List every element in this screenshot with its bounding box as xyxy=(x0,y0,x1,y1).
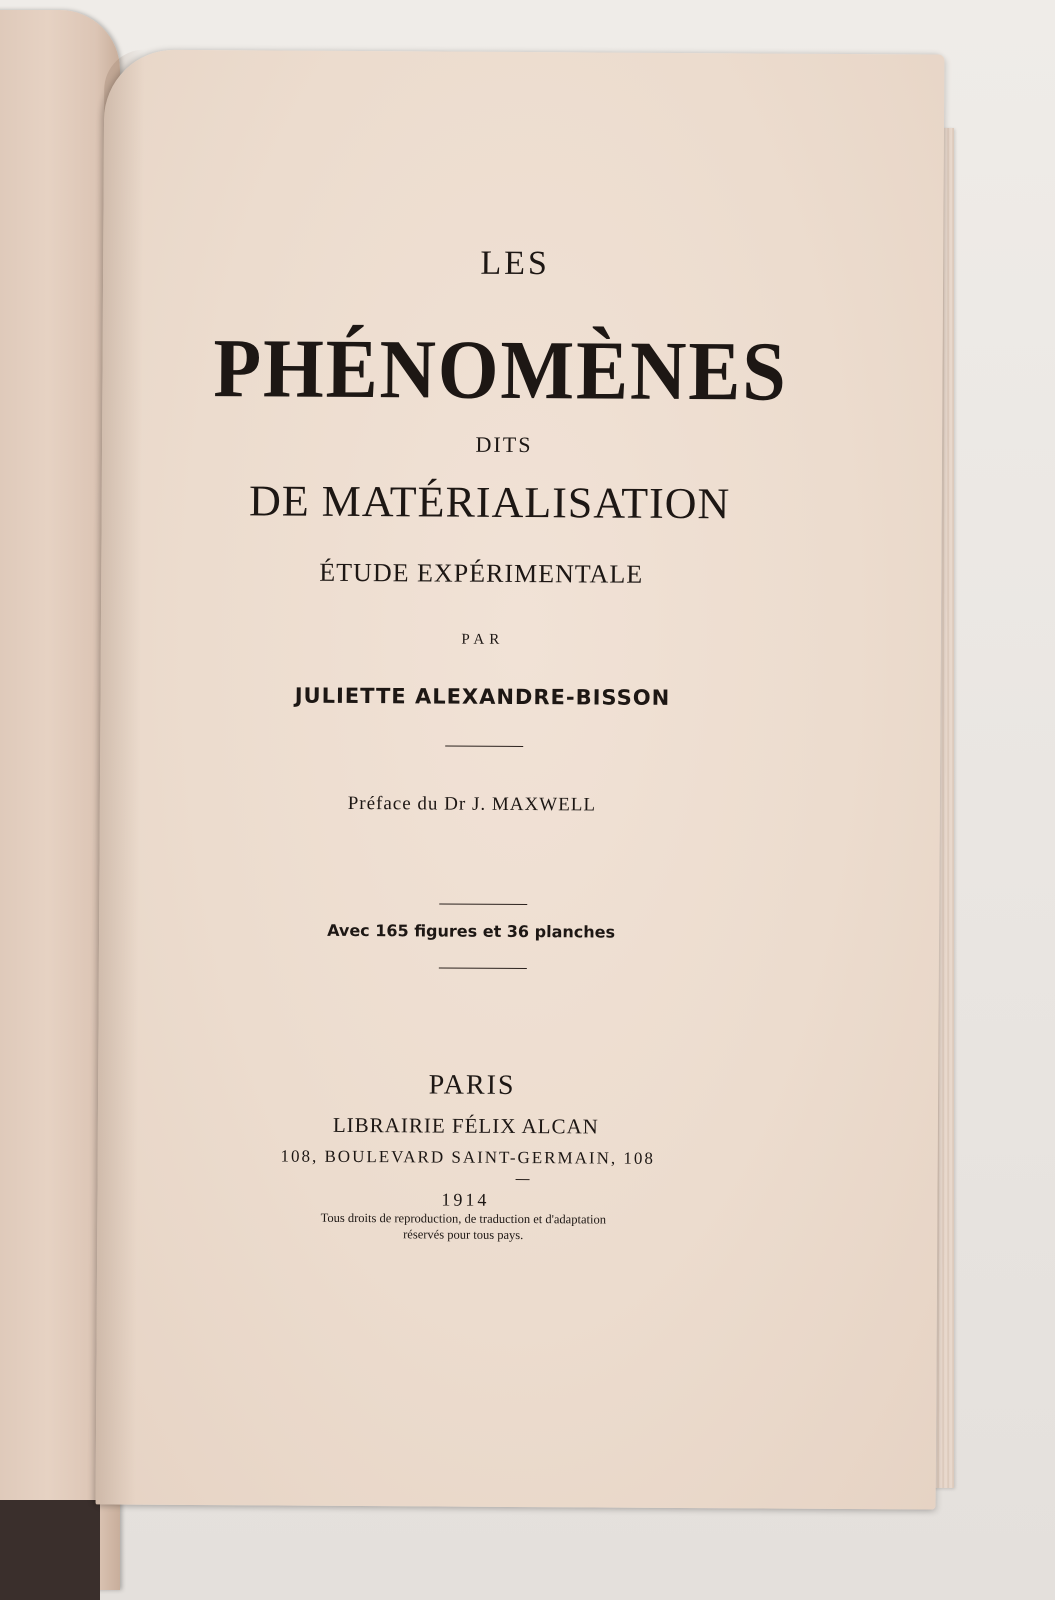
rights-notice-line1: Tous droits de reproduction, de traduction et d'adaptation xyxy=(320,1210,607,1227)
divider-rule xyxy=(439,968,527,970)
book-cover-edge xyxy=(0,1500,100,1600)
title-line-dits: DITS xyxy=(475,431,533,458)
publication-year: 1914 xyxy=(441,1189,490,1210)
preface-credit: Préface du Dr J. MAXWELL xyxy=(347,792,597,816)
author-name: JULIETTE ALEXANDRE-BISSON xyxy=(294,683,671,710)
title-line-les: LES xyxy=(480,244,550,283)
title-line-materialisation: DE MATÉRIALISATION xyxy=(248,476,731,529)
publisher-address: 108, BOULEVARD SAINT-GERMAIN, 108 xyxy=(280,1146,655,1168)
illustrations-note: Avec 165 figures et 36 planches xyxy=(327,920,616,942)
divider-rule xyxy=(439,904,527,906)
rights-notice-line2: réservés pour tous pays. xyxy=(403,1227,524,1243)
title-main: PHÉNOMÈNES xyxy=(213,322,788,419)
divider-dash xyxy=(516,1179,530,1180)
divider-rule xyxy=(445,746,523,747)
publication-city: PARIS xyxy=(428,1069,516,1101)
subtitle: ÉTUDE EXPÉRIMENTALE xyxy=(319,557,644,589)
publisher-name: LIBRAIRIE FÉLIX ALCAN xyxy=(332,1112,599,1139)
by-line: PAR xyxy=(461,631,505,648)
title-page xyxy=(96,49,945,1509)
